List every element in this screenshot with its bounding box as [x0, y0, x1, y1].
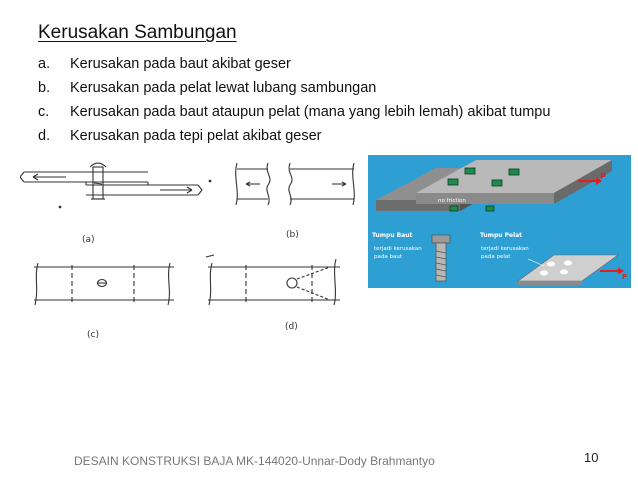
sketch-bolt-shear	[20, 163, 211, 245]
sketch-label-a: (a)	[82, 235, 95, 245]
page-number: 10	[584, 450, 599, 465]
load-label-bottom: P	[622, 273, 628, 281]
sketch-label-b: (b)	[286, 230, 299, 240]
list-marker: d.	[38, 128, 51, 144]
list-text: Kerusakan pada baut ataupun pelat (mana yang lebih lemah) akibat tumpu	[70, 104, 551, 120]
list-marker: a.	[38, 56, 51, 72]
sketch-label-c: (c)	[87, 330, 99, 340]
no-friction-label: no friction	[438, 198, 466, 204]
list-text: Kerusakan pada baut akibat geser	[70, 56, 291, 72]
load-label-top: P	[600, 172, 606, 181]
plate-note-line1: terjadi kerusakan	[481, 246, 529, 252]
sketch-bearing	[34, 263, 174, 340]
sketch-label-d: (d)	[285, 322, 298, 332]
bolt-note-line1: terjadi kerusakan	[374, 246, 422, 252]
failure-sketches	[20, 155, 365, 340]
sketch-plate-tear	[236, 163, 355, 240]
list-text: Kerusakan pada tepi pelat akibat geser	[70, 128, 322, 144]
list-marker: b.	[38, 80, 51, 96]
bolt-note-line2: pada baut	[374, 254, 402, 260]
list-text: Kerusakan pada pelat lewat lubang sambungan	[70, 80, 377, 96]
bearing-figure	[368, 155, 631, 288]
plate-note-line2: pada pelat	[481, 254, 511, 260]
list-marker: c.	[38, 104, 50, 120]
plate-bearing-heading: Tumpu Pelat	[480, 232, 523, 239]
slide-footer: DESAIN KONSTRUKSI BAJA MK-144020-Unnar-Dody Brahmantyo	[74, 454, 435, 468]
bolt-bearing-heading: Tumpu Baut	[372, 232, 413, 239]
slide-title: Kerusakan Sambungan	[38, 22, 237, 43]
sketch-edge-shear	[206, 255, 340, 332]
